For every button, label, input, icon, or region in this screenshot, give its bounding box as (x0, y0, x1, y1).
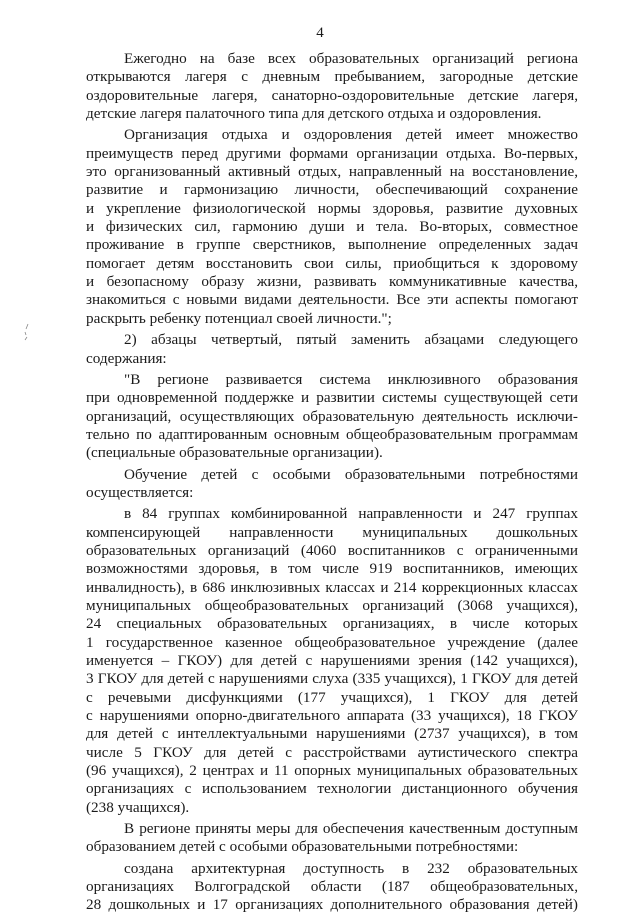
text-line: детские лагеря палаточного типа для детского отдыха и оздоровления. (86, 105, 542, 123)
text-line: образовательных организаций (4060 воспитанников с ограниченными (86, 541, 578, 559)
paragraph (86, 860, 578, 915)
text-line: проживание в группе сверстников, выполнение определенных задач (86, 236, 578, 254)
text-line: "В регионе развивается система инклюзивного образования (124, 370, 578, 388)
text-line: 24 специальных образовательных организациях, в числе которых (86, 615, 578, 633)
text-line: в 84 группах комбинированной направленности и 247 группах (124, 505, 578, 523)
text-line: 3 ГКОУ для детей с нарушениями слуха (335 учащихся), 1 ГКОУ для детей (86, 670, 578, 688)
paragraph (86, 371, 578, 463)
text-line: Ежегодно на базе всех образовательных организаций региона (124, 50, 578, 67)
paragraph (86, 505, 578, 817)
text-line: образованием детей с особыми образовательными потребностями: (86, 838, 519, 856)
text-line: организациях с использованием технологии дистанционного обучения (86, 780, 578, 798)
paragraph (86, 126, 578, 328)
margin-mark (22, 323, 32, 341)
text-line: развитие и гармонизацию личности, обеспечивающий сохранение (86, 181, 578, 199)
text-line: возможностями здоровья, в том числе 919 воспитанников, имеющих (86, 560, 578, 578)
paragraph (86, 466, 578, 503)
text-line: (специальные образовательные организации). (86, 444, 383, 462)
text-line: с речевыми дисфункциями (177 учащихся), 1 ГКОУ для детей (86, 688, 578, 706)
text-line: осуществляется: (86, 483, 194, 501)
text-line: Организация отдыха и оздоровления детей имеет множество (124, 126, 578, 144)
paragraph (86, 331, 578, 368)
text-line: создана архитектурная доступность в 232 образовательных (124, 859, 578, 877)
text-line: и безопасному образу жизни, развивать коммуникативные качества, (86, 273, 578, 291)
text-line: числе 5 ГКОУ для детей с расстройствами аутистического спектра (86, 743, 578, 761)
paragraph (86, 50, 578, 123)
text-line: раскрыть ребенку потенциал своей личности."; (86, 309, 392, 327)
page-number: 4 (316, 25, 324, 41)
text-line: 2) абзацы четвертый, пятый заменить абзацами следующего (124, 331, 578, 349)
text-line: тельно по адаптированным основным общеобразовательным программам (86, 425, 578, 443)
text-line: инвалидность), в 686 инклюзивных классах и 214 коррекционных классах (86, 578, 578, 596)
text-line: оздоровительные лагеря, санаторно-оздоровительные детские лагеря, (86, 86, 578, 104)
text-line: организациях Волгоградской области (187 общеобразовательных, (86, 878, 578, 896)
text-line: и укрепление физиологической нормы здоровья, развитие духовных (86, 199, 578, 217)
paragraph (86, 820, 578, 857)
text-line: муниципальных общеобразовательных организаций (3068 учащихся), (86, 596, 578, 614)
text-line: для детей с интеллектуальными нарушениями (2737 учащихся), в том (86, 725, 578, 743)
text-line: Обучение детей с особыми образовательными потребностями (124, 465, 578, 483)
text-line: организаций, осуществляющих образовательную деятельность исключи- (86, 407, 578, 425)
text-line: помогает детям восстановить свои силы, приобщиться к здоровому (86, 254, 578, 272)
text-line: 1 государственное казенное общеобразовательное учреждение (далее (86, 633, 578, 651)
text-line: и физических сил, гармонию души и тела. Во-вторых, совместное (86, 218, 578, 236)
text-line: В регионе приняты меры для обеспечения качественным доступным (124, 820, 578, 838)
text-line: это организованный активный отдых, направленный на восстановление, (86, 163, 578, 181)
text-line: (96 учащихся), 2 центрах и 11 опорных муниципальных образовательных (86, 762, 578, 780)
text-line: именуется – ГКОУ) для детей с нарушениями зрения (142 учащихся), (86, 652, 578, 669)
text-line: содержания: (86, 349, 167, 367)
text-line: компенсирующей направленности муниципальных дошкольных (86, 523, 578, 541)
text-line: (238 учащихся). (86, 798, 190, 816)
text-line: 28 дошкольных и 17 организациях дополнительного образования детей) (86, 896, 578, 914)
document-body (86, 50, 578, 915)
text-line: преимуществ перед другими формами организации отдыха. Во-первых, (86, 144, 578, 162)
text-line: при одновременной поддержке и развитии системы существующей сети (86, 389, 578, 407)
text-line: с нарушениями опорно-двигательного аппарата (33 учащихся), 18 ГКОУ (86, 707, 578, 725)
text-line: знакомиться с новыми видами деятельности. Все эти аспекты помогают (86, 291, 578, 309)
text-line: открываются лагеря с дневным пребыванием, загородные детские (86, 68, 578, 86)
